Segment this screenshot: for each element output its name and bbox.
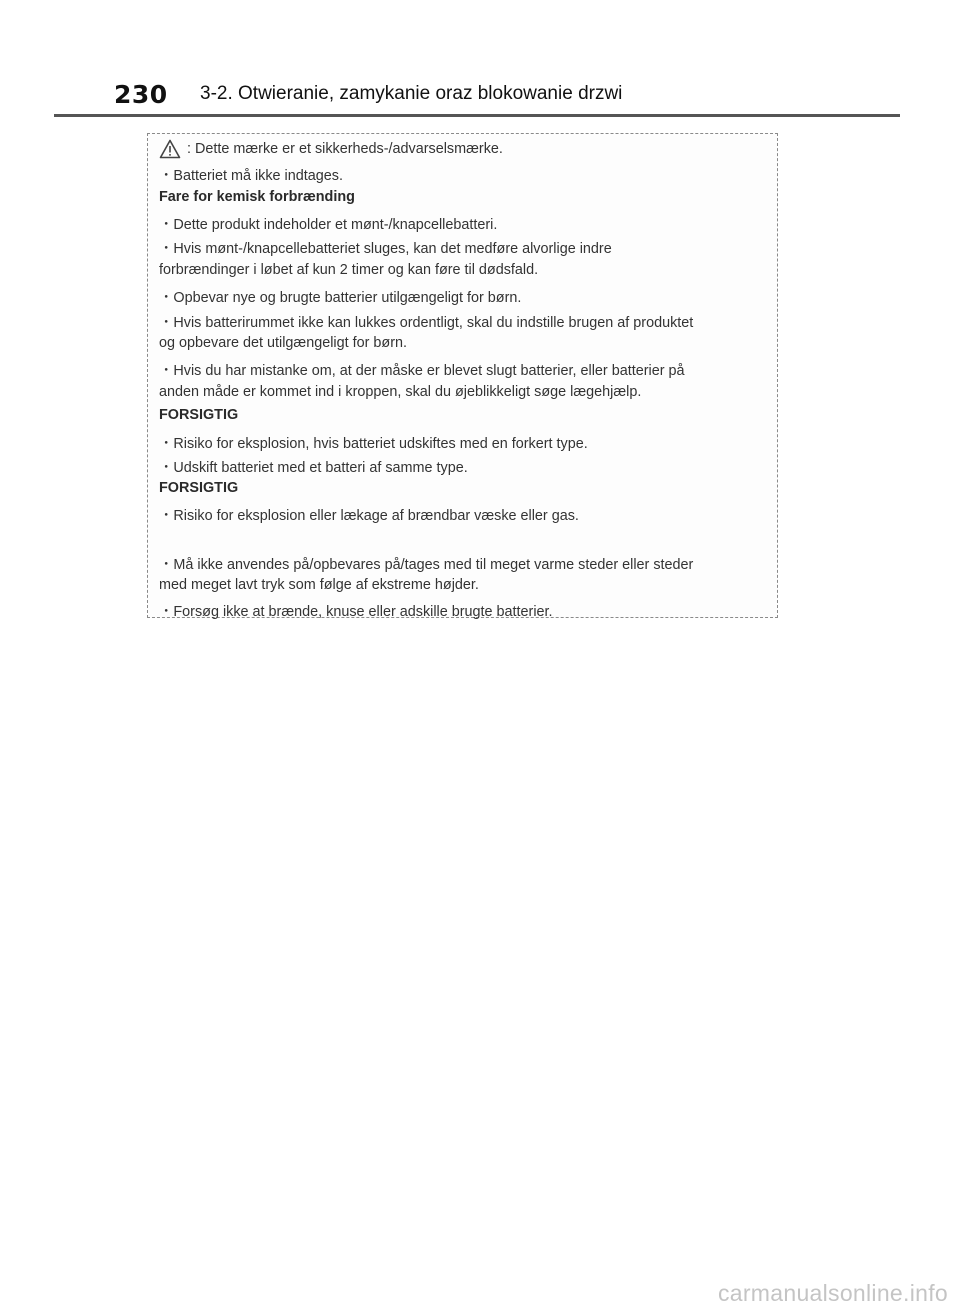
label-line-17: med meget lavt tryk som følge af ekstreme højder. xyxy=(159,577,479,593)
label-line-16: ・Må ikke anvendes på/opbevares på/tages med til meget varme steder eller steder xyxy=(159,557,694,573)
label-line-4: ・Hvis mønt-/knapcellebatteriet sluges, kan det medføre alvorlige indre xyxy=(159,241,612,257)
label-line-15: ・Risiko for eksplosion eller lækage af brændbar væske eller gas. xyxy=(159,508,579,524)
section-title: 3-2. Otwieranie, zamykanie oraz blokowanie drzwi xyxy=(200,83,623,104)
label-heading-chemical-burn: Fare for kemisk forbrænding xyxy=(159,189,355,205)
label-heading-caution-2: FORSIGTIG xyxy=(159,480,239,496)
label-line-8: og opbevare det utilgængeligt for børn. xyxy=(159,335,407,351)
label-line-13: ・Udskift batteriet med et batteri af samme type. xyxy=(159,460,468,476)
page-header xyxy=(54,78,900,114)
label-line-5: forbrændinger i løbet af kun 2 timer og kan føre til dødsfald. xyxy=(159,262,539,278)
page-number: 230 xyxy=(114,80,168,109)
warning-triangle-icon xyxy=(159,139,181,159)
battery-warning-label xyxy=(147,133,778,618)
header-rule xyxy=(54,114,900,117)
label-heading-caution-1: FORSIGTIG xyxy=(159,407,239,423)
label-line-1: ・Batteriet må ikke indtages. xyxy=(159,168,343,184)
label-line-0 xyxy=(159,139,503,159)
label-line-18: ・Forsøg ikke at brænde, knuse eller adskille brugte batterier. xyxy=(159,604,553,620)
site-watermark: carmanualsonline.info xyxy=(717,1280,948,1306)
label-line-7: ・Hvis batterirummet ikke kan lukkes ordentligt, skal du indstille brugen af produktet xyxy=(159,315,694,331)
label-line-3: ・Dette produkt indeholder et mønt-/knapcellebatteri. xyxy=(159,217,498,233)
warning-mark-text: : Dette mærke er et sikkerheds-/advarselsmærke. xyxy=(187,141,503,157)
label-line-6: ・Opbevar nye og brugte batterier utilgængeligt for børn. xyxy=(159,290,522,306)
label-line-10: anden måde er kommet ind i kroppen, skal du øjeblikkeligt søge lægehjælp. xyxy=(159,384,642,400)
label-line-9: ・Hvis du har mistanke om, at der måske er blevet slugt batterier, eller batterier på xyxy=(159,363,685,379)
label-line-12: ・Risiko for eksplosion, hvis batteriet udskiftes med en forkert type. xyxy=(159,436,588,452)
